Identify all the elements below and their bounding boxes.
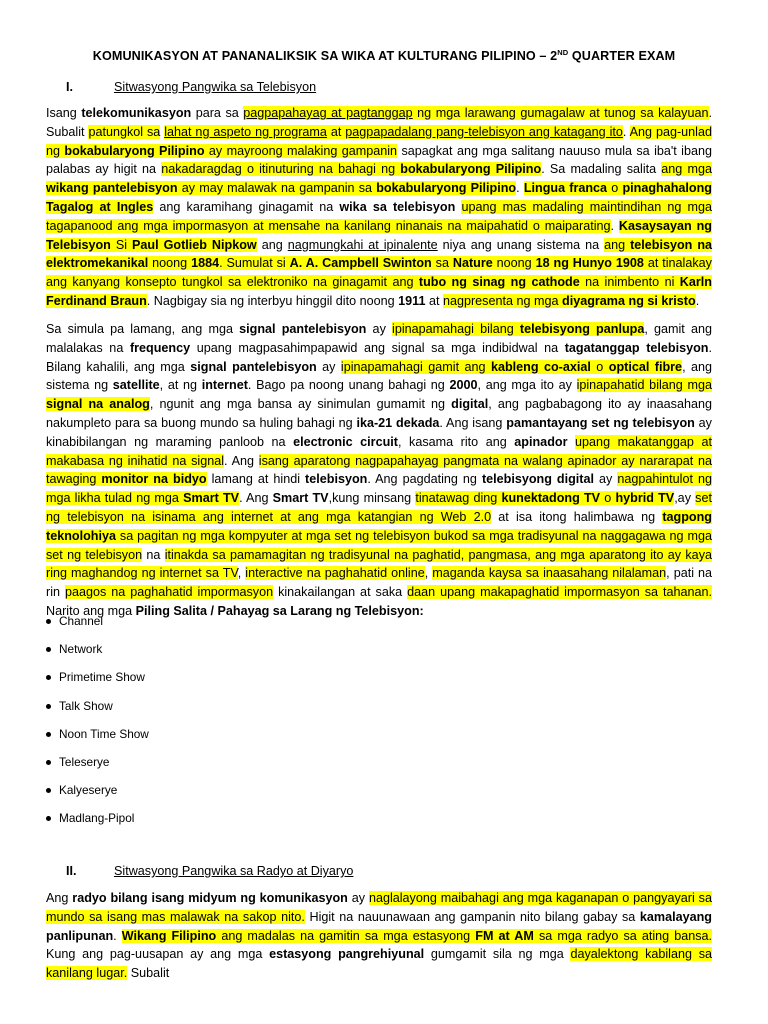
- highlighted-text: Ang pag-unlad ng: [46, 124, 712, 158]
- highlighted-text: o: [590, 359, 609, 374]
- highlighted-text: bokabularyong Pilipino: [376, 181, 517, 196]
- text-run: , gamit ang malalakas na: [46, 322, 712, 355]
- text-run: at isa itong halimbawa ng: [491, 509, 663, 524]
- highlighted-text: nagpahintulot ng mga likha tulad ng mga: [46, 472, 712, 506]
- text-run: ,kung minsang: [328, 491, 416, 506]
- paragraph-signal: [46, 320, 712, 621]
- text-run: Piling Salita / Pahayag sa Larang ng Telebisyon:: [135, 603, 424, 618]
- text-run: .: [610, 218, 619, 233]
- text-run: telekomunikasyon: [81, 106, 192, 120]
- text-run: Subalit: [127, 966, 170, 981]
- text-run: . Bilang kahalili, ang mga: [46, 340, 713, 374]
- text-run: , ang sistema ng: [46, 359, 713, 393]
- highlighted-text: set ng telebisyon na isinama ang internet at ang mga katangian ng Web 2.0: [46, 491, 712, 524]
- highlighted-text: pinaghahalong Tagalog at Ingles: [46, 181, 712, 214]
- text-run: wika sa telebisyon: [339, 199, 456, 214]
- highlighted-text: optical fibre: [608, 359, 683, 374]
- highlighted-text: noong: [492, 256, 536, 271]
- term-list-item: Primetime Show: [46, 668, 149, 696]
- text-run: ang: [256, 237, 288, 252]
- text-run: .: [695, 293, 700, 308]
- highlighted-text: hybrid TV: [615, 491, 675, 506]
- highlighted-text: 18 ng Hunyo 1908: [535, 256, 644, 271]
- text-run: . Ang pagdating ng: [367, 472, 482, 487]
- highlighted-text: maganda kaysa sa inaasahang nilalaman: [432, 566, 667, 581]
- text-run: , kasama rito ang: [397, 434, 515, 449]
- term-list-item: Noon Time Show: [46, 725, 149, 753]
- section-title: Sitwasyong Pangwika sa Telebisyon: [114, 80, 317, 94]
- term-list-item: Channel: [46, 612, 149, 640]
- exam-title: KOMUNIKASYON AT PANANALIKSIK SA WIKA AT KULTURANG PILIPINO – 2ND QUARTER EXAM: [92, 48, 676, 63]
- highlighted-text: Karln Ferdinand Braun: [46, 275, 712, 308]
- highlighted-text: o: [607, 181, 623, 196]
- text-run: ay: [594, 472, 618, 487]
- highlighted-text: isang aparatong nagpapahayag pangmata na walang apinador ay nararapat na tawaging: [46, 453, 713, 487]
- highlighted-text: at: [326, 124, 346, 139]
- section-number: I.: [66, 80, 73, 94]
- text-run: ika-21 dekada: [356, 415, 440, 430]
- highlighted-text: telebisyong panlupa: [519, 322, 645, 336]
- text-run: signal pantelebisyon: [239, 322, 367, 336]
- term-list-item: Network: [46, 640, 149, 668]
- highlighted-text: ipinapamahagi gamit ang: [340, 359, 491, 374]
- highlighted-text: wikang pantelebisyon: [46, 181, 178, 196]
- highlighted-text: . Sumulat si: [219, 256, 290, 271]
- text-run: . Subalit: [46, 106, 712, 139]
- highlighted-text: interactive na paghahatid online: [245, 566, 425, 581]
- text-run: .: [622, 124, 630, 139]
- highlighted-text: bokabularyong Pilipino: [400, 162, 542, 177]
- highlighted-text: ang madalas na gamitin sa mga estasyong: [216, 928, 476, 943]
- highlighted-text: Lingua franca: [523, 181, 608, 196]
- text-run: estasyong pangrehiyunal: [269, 947, 425, 962]
- text-run: . Sa madaling salita: [541, 162, 662, 177]
- text-run: para sa: [191, 106, 244, 120]
- highlighted-text: bokabularyong Pilipino: [64, 143, 205, 158]
- text-run: ,: [237, 566, 246, 581]
- highlighted-text: Smart TV: [183, 491, 240, 506]
- text-run: kamalayang panlipunan: [46, 909, 712, 943]
- text-run: radyo bilang isang midyum ng komunikasyon: [72, 891, 348, 905]
- highlighted-text: patungkol sa: [88, 124, 161, 139]
- highlighted-text: itinakda sa pamamagitan ng tradisyunal na paghatid, pangmasa, ang mga aparatong ito ay kaya ring maghandog ng internet sa TV: [46, 547, 712, 581]
- highlighted-text: daan upang makapaghatid impormasyon sa tahanan.: [407, 585, 712, 600]
- paragraph-telebisyon: [46, 104, 712, 311]
- text-run: ay: [366, 322, 393, 336]
- text-run: .: [113, 928, 122, 943]
- highlighted-text: ang mga: [661, 162, 712, 177]
- text-run: . Bago pa noong unang bahagi ng: [247, 378, 450, 393]
- text-run: 2000: [449, 378, 478, 393]
- highlighted-text: naglalayong maibahagi ang mga kaganapan o pangyayari sa mundo sa isang mas malawak na sakop nito.: [46, 891, 712, 924]
- text-run: .: [516, 181, 524, 196]
- highlighted-text: noong: [148, 256, 192, 271]
- highlighted-text: kunektadong TV: [501, 491, 601, 506]
- text-run: ang karamihang ginagamit na: [153, 199, 340, 214]
- highlighted-text: diyagrama ng si kristo: [562, 293, 696, 308]
- highlighted-text: ipinapamahagi bilang: [392, 322, 520, 336]
- term-list-item: Kalyeserye: [46, 781, 149, 809]
- text-run: Kung ang pag-uusapan ay ang mga: [46, 947, 270, 962]
- text-run: satellite: [112, 378, 160, 393]
- text-run: ay: [347, 891, 369, 905]
- highlighted-text: tubo ng sinag ng cathode: [418, 275, 580, 290]
- text-run: Smart TV: [272, 491, 329, 506]
- text-run: upang magpasahimpapawid ang signal sa mga indibidwal na: [190, 340, 565, 355]
- text-run: telebisyon: [305, 472, 368, 487]
- text-run: tagatanggap telebisyon: [564, 340, 709, 355]
- highlighted-text: upang mas madaling maintindihan ng mga tagapanood ang mga impormasyon at mensahe na kanilang ninanais na maipahatid o maiparating: [46, 199, 712, 233]
- text-run: , ngunit ang mga bansa ay sinimulan gumamit ng: [149, 397, 452, 412]
- highlighted-text: ipinapahatid bilang mga: [576, 378, 712, 393]
- term-list: [46, 612, 149, 838]
- text-run: ,ay: [674, 491, 696, 506]
- text-run: . Ang: [239, 491, 273, 506]
- text-run: signal pantelebisyon: [190, 359, 317, 374]
- text-run: 1911: [398, 293, 426, 308]
- text-run: apinador: [514, 434, 568, 449]
- highlighted-text: sa: [431, 256, 453, 271]
- section-heading-2: [66, 864, 353, 878]
- text-run: . Ang: [224, 453, 259, 468]
- text-run: , ang mga ito ay: [477, 378, 577, 393]
- term-list-item: Madlang-Pipol: [46, 809, 149, 837]
- highlighted-text: kableng co-axial: [490, 359, 591, 374]
- text-run: ay: [316, 359, 341, 374]
- text-run: . Nagbigay sia ng interbyu hinggil dito noong: [146, 293, 399, 308]
- highlighted-text: signal na analog: [46, 397, 150, 412]
- highlighted-text: monitor na bidyo: [101, 472, 207, 487]
- highlighted-text: lahat ng aspeto ng programa: [164, 124, 327, 139]
- text-run: Ang: [46, 891, 73, 905]
- highlighted-text: nagpresenta ng mga: [442, 293, 562, 308]
- highlighted-text: Paul Gotlieb Nipkow: [132, 237, 257, 252]
- highlighted-text: ng mga larawang gumagalaw at tunog sa kalayuan: [412, 106, 709, 120]
- highlighted-text: sa mga radyo sa ating bansa.: [533, 928, 713, 943]
- highlighted-text: paagos na paghahatid impormasyon: [64, 585, 274, 600]
- highlighted-text: Kasaysayan ng Telebisyon: [46, 218, 712, 252]
- highlighted-text: pagpapadalang pang-telebisyon ang katagang ito: [345, 124, 623, 139]
- text-run: internet: [201, 378, 248, 393]
- text-run: ,: [424, 566, 433, 581]
- paragraph-radyo: [46, 889, 712, 983]
- highlighted-text: nakadaragdag o itinuturing na bahagi ng: [161, 162, 401, 177]
- highlighted-text: Wikang Filipino: [121, 928, 217, 943]
- text-run: digital: [451, 397, 489, 412]
- highlighted-text: ay mayroong malaking gampanin: [204, 143, 398, 158]
- highlighted-text: Nature: [452, 256, 493, 271]
- text-run: ay kinabibilangan ng maraming panloob na: [46, 415, 712, 449]
- text-run: telebisyong digital: [481, 472, 595, 487]
- text-run: . Ang isang: [439, 415, 507, 430]
- highlighted-text: tinatawag ding: [415, 491, 502, 506]
- highlighted-text: at tinalakay ang kanyang konsepto tungkol sa elektroniko na ginagamit ang: [46, 256, 712, 290]
- text-run: sapagkat ang mga salitang nauuso mula sa iba't ibang palabas ay higit na: [46, 143, 712, 177]
- text-run: , ang pagbabagong ito ay inaasahang nakumpleto para sa buong mundo sa huling bahagi ng: [46, 397, 713, 430]
- text-run: Higit na nauunawaan ang gampanin nito bilang gabay sa: [304, 909, 640, 924]
- section-heading-1: [66, 80, 316, 94]
- text-run: niya ang unang sistema na: [437, 237, 605, 252]
- text-run: at: [425, 293, 443, 308]
- text-run: nagmungkahi at ipinalente: [287, 237, 438, 252]
- highlighted-text: 1884: [191, 256, 220, 271]
- text-run: pamantayang set ng telebisyon: [506, 415, 695, 430]
- text-run: frequency: [129, 340, 191, 355]
- highlighted-text: na inimbento ni: [579, 275, 680, 290]
- text-run: kinakailangan at saka: [273, 585, 408, 600]
- term-list-item: Talk Show: [46, 697, 149, 725]
- highlighted-text: dayalektong kabilang sa kanilang lugar.: [46, 947, 712, 981]
- text-run: Narito ang mga: [46, 603, 136, 618]
- term-list-item: Teleserye: [46, 753, 149, 781]
- highlighted-text: ang: [604, 237, 631, 252]
- text-run: na: [142, 547, 165, 562]
- highlighted-text: upang makatanggap at makabasa ng inihatid na signal: [46, 434, 712, 468]
- highlighted-text: tagpong teknolohiya: [46, 509, 712, 543]
- text-run: electronic circuit: [293, 434, 398, 449]
- highlighted-text: A. A. Campbell Swinton: [289, 256, 432, 271]
- text-run: , at ng: [159, 378, 202, 393]
- section-number: II.: [66, 864, 77, 878]
- section-title: Sitwasyong Pangwika sa Radyo at Diyaryo: [114, 864, 354, 878]
- text-run: Isang: [46, 106, 82, 120]
- text-run: [567, 435, 575, 449]
- highlighted-text: pagpapahayag at pagtanggap: [243, 106, 413, 120]
- text-run: Sa simula pa lamang, ang mga: [46, 322, 240, 336]
- highlighted-text: Si: [110, 237, 133, 252]
- text-run: lamang at hindi: [206, 472, 306, 487]
- highlighted-text: sa pagitan ng mga kompyuter at mga set ng telebisyon bukod sa mga tradisyunal na naggagawa ng mga set ng telebisyon: [46, 528, 712, 562]
- text-run: gumgamit sila ng mga: [424, 947, 571, 962]
- highlighted-text: FM at AM: [475, 928, 534, 943]
- highlighted-text: telebisyon na elektromekanikal: [46, 237, 713, 271]
- highlighted-text: o: [600, 491, 616, 506]
- text-run: , pati na rin: [46, 566, 713, 600]
- highlighted-text: ay may malawak na gampanin sa: [177, 181, 377, 196]
